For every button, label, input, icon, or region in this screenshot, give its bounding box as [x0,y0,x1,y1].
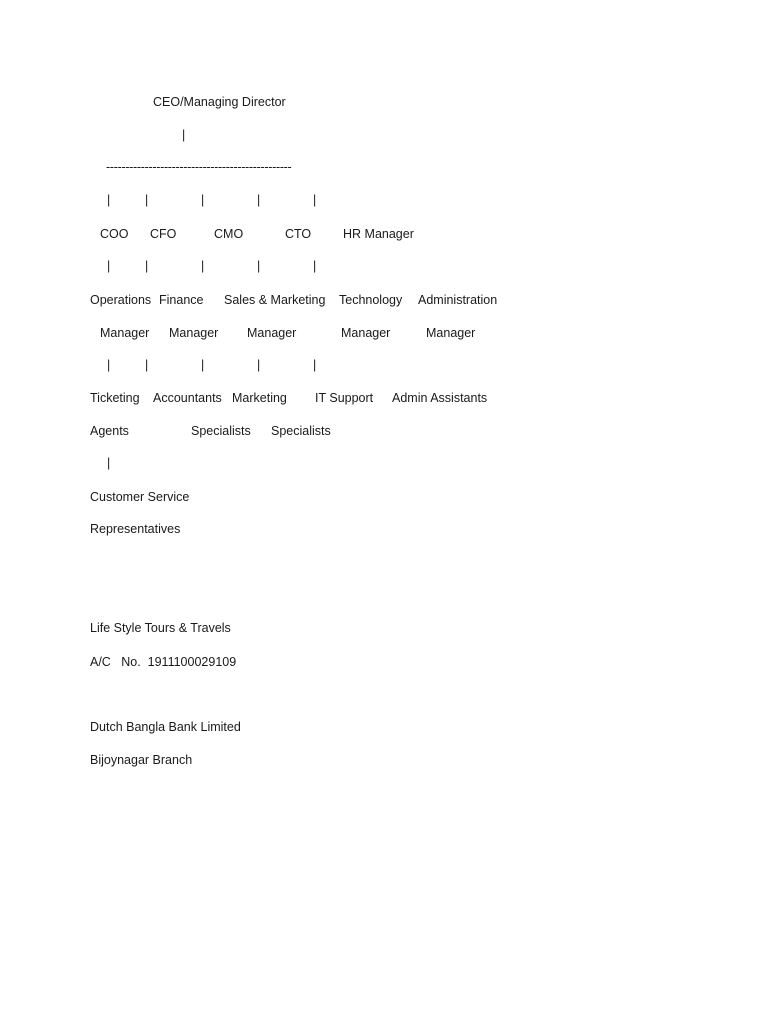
ceo-title: CEO/Managing Director [153,95,286,109]
connector-2d: | [257,259,261,273]
connector-3a: | [107,358,111,372]
role-specialists-2: Specialists [271,424,331,438]
connector-2c: | [201,259,205,273]
connector-1b: | [145,193,149,207]
role-admin-assistants: Admin Assistants [392,391,488,405]
connector-1d: | [257,193,261,207]
role-manager-5: Manager [426,326,476,340]
role-cto: CTO [285,227,312,241]
role-operations: Operations [90,293,152,307]
role-manager-2: Manager [169,326,219,340]
role-manager-1: Manager [100,326,150,340]
connector-1c: | [201,193,205,207]
role-sales-marketing: Sales & Marketing [224,293,326,307]
connector-3e: | [313,358,317,372]
role-it-support: IT Support [315,391,374,405]
role-ticketing: Ticketing [90,391,140,405]
horizontal-connector: ------------------------------------------------ [106,160,292,174]
role-marketing: Marketing [232,391,287,405]
role-hr-manager: HR Manager [343,227,414,241]
connector-3d: | [257,358,261,372]
account-number: A/C No. 1911100029109 [90,655,237,669]
role-technology: Technology [339,293,403,307]
ceo-connector: | [182,128,186,142]
role-representatives: Representatives [90,522,181,536]
connector-3c: | [201,358,205,372]
role-accountants: Accountants [153,391,222,405]
connector-1e: | [313,193,317,207]
connector-3b: | [145,358,149,372]
role-manager-3: Manager [247,326,297,340]
account-name: Life Style Tours & Travels [90,621,231,635]
bank-branch: Bijoynagar Branch [90,753,193,767]
role-administration: Administration [418,293,498,307]
role-agents: Agents [90,424,129,438]
role-finance: Finance [159,293,204,307]
role-coo: COO [100,227,129,241]
role-cmo: CMO [214,227,244,241]
role-customer-service: Customer Service [90,490,190,504]
connector-4a: | [107,456,111,470]
bank-name: Dutch Bangla Bank Limited [90,720,241,734]
role-specialists-1: Specialists [191,424,251,438]
connector-2a: | [107,259,111,273]
connector-1a: | [107,193,111,207]
role-manager-4: Manager [341,326,391,340]
connector-2e: | [313,259,317,273]
connector-2b: | [145,259,149,273]
role-cfo: CFO [150,227,177,241]
